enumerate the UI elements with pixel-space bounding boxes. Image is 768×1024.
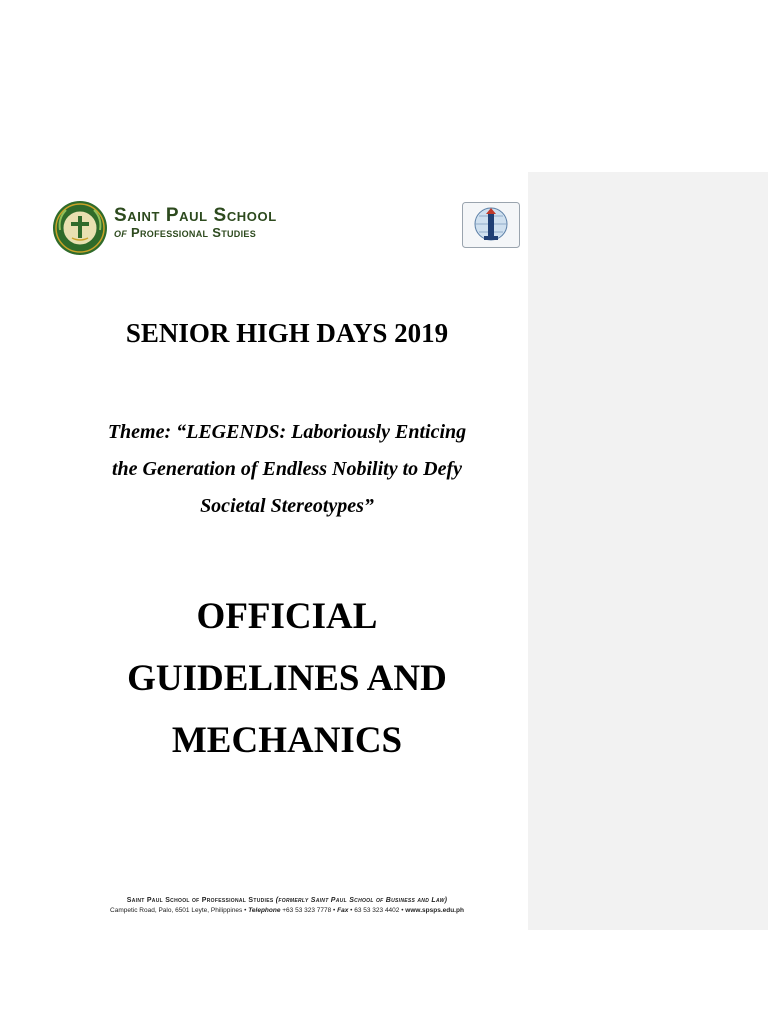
school-name-line1: Saint Paul School [114, 205, 277, 226]
footer-address: Campetic Road, Palo, 6501 Leyte, Philippines • [110, 907, 249, 914]
footer-school-name: Saint Paul School of Professional Studies [126, 897, 274, 904]
footer-fax-label: Fax [337, 907, 349, 914]
theme-line-1: Theme: “LEGENDS: Laboriously Enticing [107, 421, 467, 443]
school-seal-logo [52, 200, 108, 256]
theme-line-3: Societal Stereotypes” [200, 495, 374, 517]
comment-pane [528, 172, 768, 930]
school-name-suffix: Professional Studies [131, 225, 256, 240]
footer-telephone: +63 53 323 7778 • [280, 907, 338, 914]
footer-website: www.spsps.edu.ph [405, 907, 464, 914]
footer-school-line [30, 896, 544, 906]
footer [30, 896, 544, 916]
document-title-line-3: MECHANICS [171, 720, 403, 761]
school-name [114, 206, 277, 239]
theme-statement [40, 414, 534, 525]
document-title-line-2: GUIDELINES AND [127, 658, 447, 699]
footer-fax: • 63 53 323 4402 • [348, 907, 406, 914]
theme-line-2: the Generation of Endless Nobility to Defy [112, 458, 462, 480]
school-name-prefix: of [114, 225, 128, 240]
footer-formerly: (formerly Saint Paul School of Business and Law) [275, 897, 448, 904]
partner-logo [462, 202, 520, 248]
document-title-line-1: OFFICIAL [196, 596, 378, 637]
footer-telephone-label: Telephone [248, 907, 281, 914]
event-title: SENIOR HIGH DAYS 2019 [125, 318, 449, 348]
footer-contact-line [30, 906, 544, 916]
school-name-line2 [114, 226, 277, 239]
document-title [40, 586, 534, 772]
letterhead [52, 196, 522, 252]
